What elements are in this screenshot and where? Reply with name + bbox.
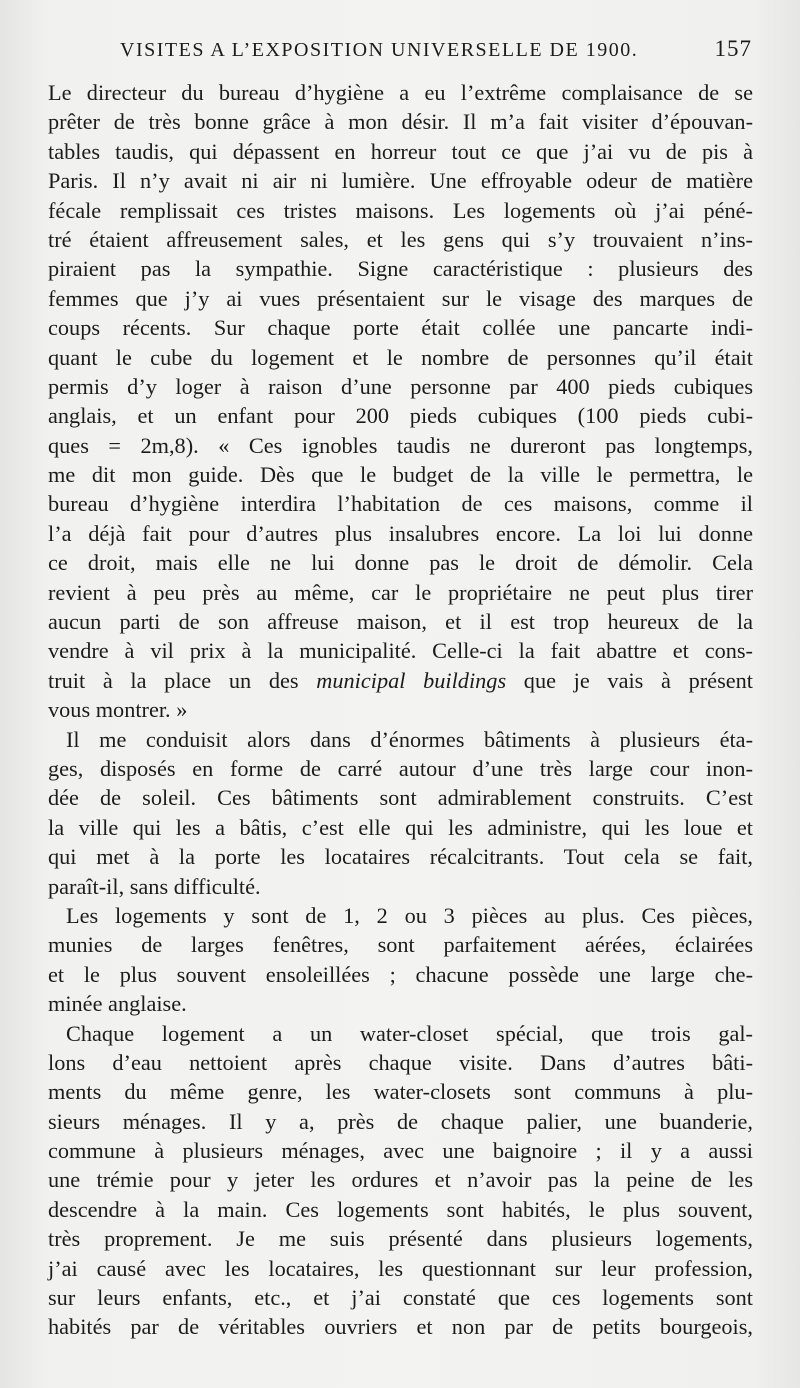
text-line: aucun parti de son affreuse maison, et il est trop heureux de la	[48, 609, 753, 635]
text-line: ges, disposés en forme de carré autour d’une très large cour inon-	[48, 755, 753, 781]
text-line: la ville qui les a bâtis, c’est elle qui les administre, qui les loue et	[48, 814, 753, 840]
text-line: très proprement. Je me suis présenté dans plusieurs logements,	[48, 1226, 753, 1252]
page-number: 157	[714, 36, 752, 61]
italic-phrase: municipal buildings	[316, 667, 507, 693]
text-line: coups récents. Sur chaque porte était collée une pancarte indi-	[48, 315, 753, 341]
text-line: dée de soleil. Ces bâtiments sont admirablement construits. C’est	[48, 785, 753, 811]
text-line: revient à peu près au même, car le propriétaire ne peut plus tirer	[48, 579, 753, 605]
text-line: minée anglaise.	[48, 991, 187, 1017]
text-line: Le directeur du bureau d’hygiène a eu l’extrême complaisance de se	[48, 80, 753, 105]
text-line: une trémie pour y jeter les ordures et n’avoir pas la peine de les	[48, 1167, 753, 1193]
text-line: tré étaient affreusement sales, et les gens qui s’y trouvaient n’ins-	[48, 226, 753, 252]
text-line: anglais, et un enfant pour 200 pieds cubiques (100 pieds cubi-	[48, 403, 753, 429]
text-line: vous montrer. »	[48, 697, 188, 723]
text-line: tables taudis, qui dépassent en horreur tout ce que j’ai vu de pis à	[48, 138, 753, 164]
text-line: sieurs ménages. Il y a, près de chaque palier, une buanderie,	[48, 1108, 753, 1134]
text-line: munies de larges fenêtres, sont parfaitement aérées, éclairées	[48, 932, 753, 958]
text-line: prêter de très bonne grâce à mon désir. Il m’a fait visiter d’épouvan-	[48, 109, 753, 135]
text-line: bureau d’hygiène interdira l’habitation de ces maisons, comme il	[48, 491, 753, 517]
text-line: fécale remplissait ces tristes maisons. Les logements où j’ai péné-	[48, 197, 753, 223]
text-line: permis d’y loger à raison d’une personne par 400 pieds cubiques	[48, 373, 753, 399]
text-line: paraît-il, sans difficulté.	[48, 873, 261, 899]
paragraph-start: Il me conduisit alors dans d’énormes bâtiments à plusieurs éta-	[66, 726, 753, 752]
text-line: ce droit, mais elle ne lui donne pas le droit de démolir. Cela	[48, 550, 753, 576]
text-line: lons d’eau nettoient après chaque visite. Dans d’autres bâti-	[48, 1049, 753, 1075]
text-line: ments du même genre, les water-closets sont communs à plu-	[48, 1079, 753, 1105]
text-line: et le plus souvent ensoleillées ; chacune possède une large che-	[48, 961, 753, 987]
paragraph-start: Chaque logement a un water-closet spécial, que trois gal-	[66, 1020, 753, 1046]
text-line: femmes que j’y ai vues présentaient sur le visage des marques de	[48, 285, 753, 311]
text-line: vendre à vil prix à la municipalité. Celle-ci la fait abattre et cons-	[48, 638, 753, 664]
text-line: j’ai causé avec les locataires, les questionnant sur leur profession,	[48, 1255, 753, 1281]
text-line: commune à plusieurs ménages, avec une baignoire ; il y a aussi	[48, 1138, 753, 1164]
text-line-with-italic	[48, 666, 753, 695]
text-line: Paris. Il n’y avait ni air ni lumière. Une effroyable odeur de matière	[48, 168, 753, 194]
running-head	[120, 36, 752, 62]
text-line: ques = 2m,8). « Ces ignobles taudis ne dureront pas longtemps,	[48, 432, 753, 458]
text-line: habités par de véritables ouvriers et non par de petits bourgeois,	[48, 1314, 753, 1340]
text-line: descendre à la main. Ces logements sont habités, le plus souvent,	[48, 1196, 753, 1222]
text-line: qui met à la porte les locataires récalcitrants. Tout cela se fait,	[48, 844, 753, 870]
line-start: truit à la place un des municipal buildings que je vais à présent	[48, 667, 753, 693]
body-text	[48, 78, 753, 1342]
text-line: quant le cube du logement et le nombre de personnes qu’il était	[48, 344, 753, 370]
text-line: me dit mon guide. Dès que le budget de la ville le permettra, le	[48, 462, 753, 488]
paragraph-start: Les logements y sont de 1, 2 ou 3 pièces au plus. Ces pièces,	[66, 902, 753, 928]
text-line: l’a déjà fait pour d’autres plus insalubres encore. La loi lui donne	[48, 520, 753, 546]
running-title: VISITES A L’EXPOSITION UNIVERSELLE DE 1900.	[120, 39, 639, 61]
text-line: piraient pas la sympathie. Signe caractéristique : plusieurs des	[48, 256, 753, 282]
text-line: sur leurs enfants, etc., et j’ai constaté que ces logements sont	[48, 1285, 753, 1311]
